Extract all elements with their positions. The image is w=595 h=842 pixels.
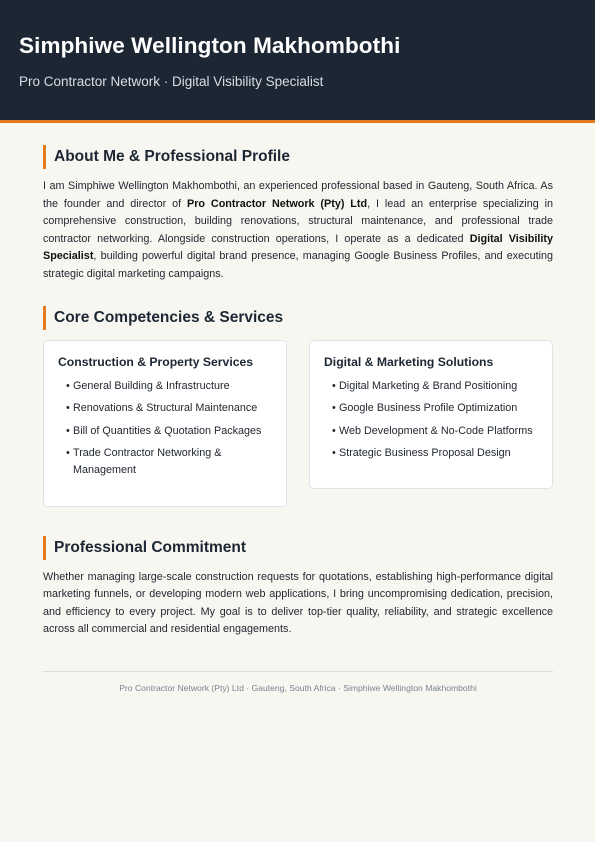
list-item: • Strategic Business Proposal Design (324, 445, 538, 462)
page-header (0, 0, 595, 123)
about-section-title: About Me & Professional Profile (43, 145, 553, 169)
construction-card (43, 340, 287, 507)
about-text-2: , I lead an enterprise specializing in comprehensive construction, building renovations, structural maintenance, and professional trade contractor networking. Alongside construction operations, I operate as a dedicated (43, 197, 553, 245)
list-item: • General Building & Infrastructure (58, 378, 272, 395)
list-item: • Web Development & No-Code Platforms (324, 423, 538, 440)
list-item: • Digital Marketing & Brand Positioning (324, 378, 538, 395)
company-name: Pro Contractor Network (Pty) Ltd (187, 197, 368, 210)
competency-cards (43, 340, 553, 507)
list-item: • Bill of Quantities & Quotation Packages (58, 423, 272, 440)
list-item: • Google Business Profile Optimization (324, 400, 538, 417)
digital-card (309, 340, 553, 489)
list-item: • Renovations & Structural Maintenance (58, 400, 272, 417)
construction-list (58, 378, 272, 479)
digital-card-title: Digital & Marketing Solutions (324, 354, 494, 369)
commitment-section-title: Professional Commitment (43, 536, 553, 560)
commitment-paragraph: Whether managing large-scale construction requests for quotations, establishing high-performance digital marketing funnels, or developing modern web applications, I bring uncompromising dedication, precision, and efficiency to every project. My goal is to deliver top-tier quality, reliability, and strategic excellence across all commercial and residential engagements. (43, 570, 553, 636)
construction-card-title: Construction & Property Services (58, 354, 254, 369)
competencies-section-title: Core Competencies & Services (43, 306, 553, 330)
footer-divider (43, 671, 553, 672)
list-item: • Trade Contractor Networking & Management (58, 445, 272, 478)
about-text-3: , building powerful digital brand presence, managing Google Business Profiles, and executing strategic digital marketing campaigns. (43, 250, 553, 280)
about-paragraph (43, 178, 553, 284)
page-title: Simphiwe Wellington Makhombothi (19, 33, 401, 58)
page-subtitle: Pro Contractor Network · Digital Visibility Specialist (19, 74, 324, 89)
role-name: Digital Visibility Specialist (43, 232, 553, 263)
about-text-1: I am Simphiwe Wellington Makhombothi, an experienced professional based in Gauteng, South Africa. As the founder and director of (43, 180, 553, 210)
digital-list (324, 378, 538, 462)
main-content (0, 145, 595, 693)
page-footer: Pro Contractor Network (Pty) Ltd · Gauteng, South Africa · Simphiwe Wellington Makhombothi (119, 682, 477, 693)
